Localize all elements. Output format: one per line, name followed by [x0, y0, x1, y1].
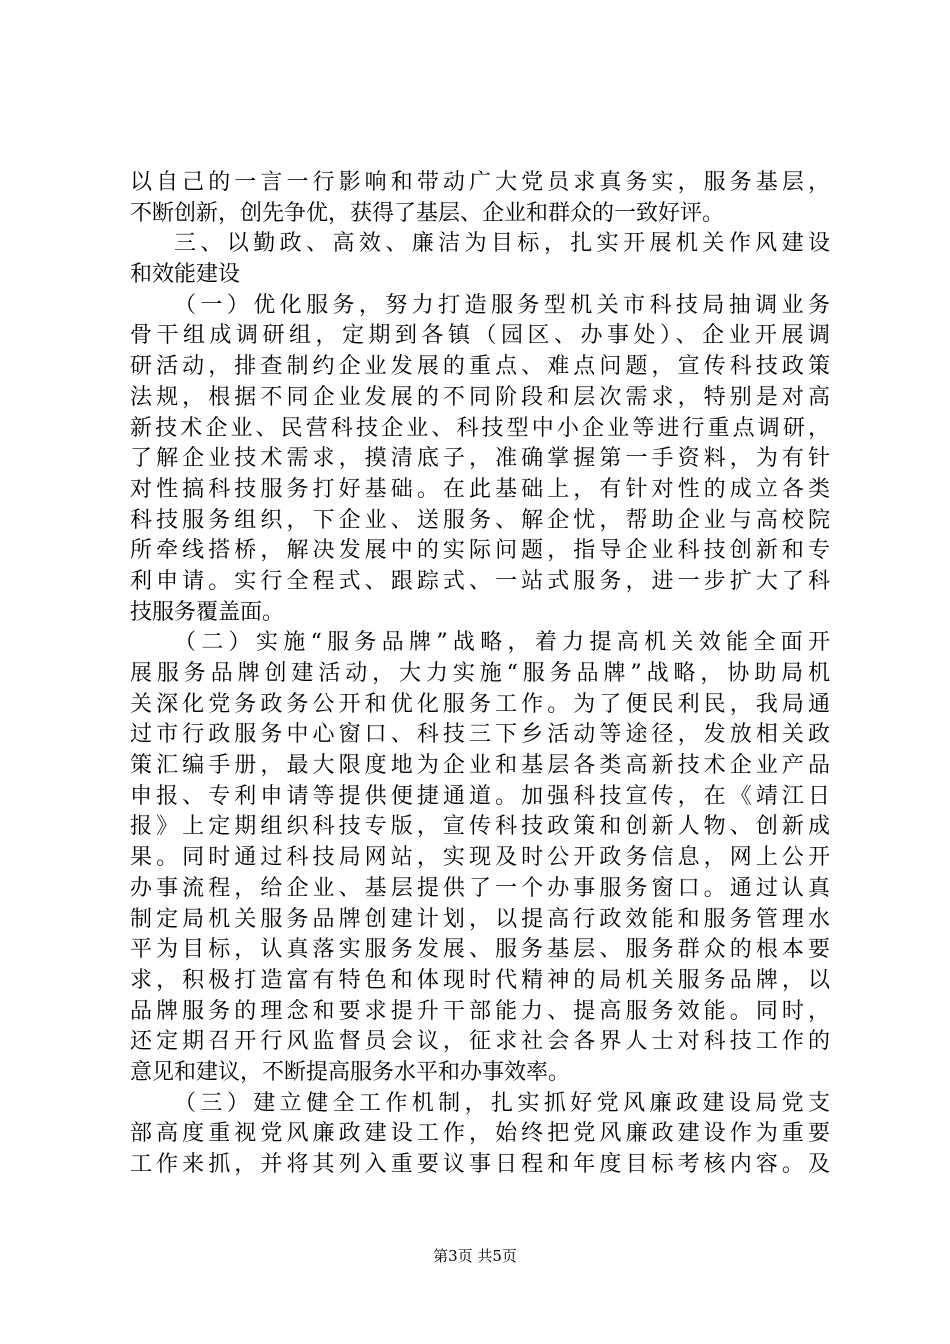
document-body: [130, 168, 830, 1181]
text-line: 不断创新，创先争优，获得了基层、企业和群众的一致好评。: [130, 200, 725, 226]
text-line: 品牌服务的理念和要求提升干部能力、提高服务效能。同时，: [130, 998, 830, 1024]
text-line: 科技服务组织，下企业、送服务、解企忧，帮助企业与高校院: [130, 507, 830, 533]
text-line: 展服务品牌创建活动，大力实施“服务品牌”战略，协助局机: [130, 661, 830, 686]
page-footer: 第3页 共5页: [433, 1247, 517, 1265]
text-line: 关深化党务政务公开和优化服务工作。为了便民利民，我局通: [130, 691, 830, 717]
text-line: 果。同时通过科技局网站，实现及时公开政务信息，网上公开: [130, 845, 830, 871]
text-line: 所牵线搭桥，解决发展中的实际问题，指导企业科技创新和专: [130, 538, 830, 564]
text-line: 以自己的一言一行影响和带动广大党员求真务实，服务基层，: [130, 170, 830, 195]
text-line: 法规，根据不同企业发展的不同阶段和层次需求，特别是对高: [130, 384, 830, 410]
text-line: 过市行政服务中心窗口、科技三下乡活动等途径，发放相关政: [130, 722, 830, 748]
text-line: 申报、专利申请等提供便捷通道。加强科技宣传，在《靖江日: [130, 783, 830, 809]
text-line: 还定期召开行风监督员会议，征求社会各界人士对科技工作的: [130, 1029, 830, 1055]
text-line: 骨干组成调研组，定期到各镇（园区、办事处）、企业开展调: [130, 323, 830, 349]
text-line: 部高度重视党风廉政建设工作，始终把党风廉政建设作为重要: [130, 1121, 830, 1147]
text-line: 研活动，排查制约企业发展的重点、难点问题，宣传科技政策: [130, 354, 830, 380]
text-line: 对性搞科技服务打好基础。在此基础上，有针对性的成立各类: [130, 476, 830, 502]
text-line: 技服务覆盖面。: [130, 599, 285, 625]
text-line: 策汇编手册，最大限度地为企业和基层各类高新技术企业产品: [130, 753, 830, 779]
text-line: （三）建立健全工作机制，扎实抓好党风廉政建设局党支: [174, 1090, 830, 1116]
text-line: 求，积极打造富有特色和体现时代精神的局机关服务品牌，以: [130, 967, 830, 993]
text-line: 了解企业技术需求，摸清底子，准确掌握第一手资料，为有针: [130, 446, 830, 472]
text-line: 利申请。实行全程式、跟踪式、一站式服务，进一步扩大了科: [130, 568, 830, 594]
text-line: 制定局机关服务品牌创建计划，以提高行政效能和服务管理水: [130, 906, 830, 932]
text-line: 新技术企业、民营科技企业、科技型中小企业等进行重点调研，: [130, 415, 830, 441]
text-line: 意见和建议，不断提高服务水平和办事效率。: [130, 1059, 571, 1085]
text-line: 平为目标，认真落实服务发展、服务基层、服务群众的根本要: [130, 937, 830, 963]
text-line: （二）实施“服务品牌”战略，着力提高机关效能全面开: [174, 630, 830, 656]
text-line: 工作来抓，并将其列入重要议事日程和年度目标考核内容。及: [130, 1152, 830, 1177]
text-line: （一）优化服务，努力打造服务型机关市科技局抽调业务: [174, 292, 830, 318]
text-line: 和效能建设: [130, 262, 241, 288]
text-line: 三、以勤政、高效、廉洁为目标，扎实开展机关作风建设: [174, 231, 830, 257]
text-line: 办事流程，给企业、基层提供了一个办事服务窗口。通过认真: [130, 875, 830, 901]
text-line: 报》上定期组织科技专版，宣传科技政策和创新人物、创新成: [130, 814, 830, 840]
